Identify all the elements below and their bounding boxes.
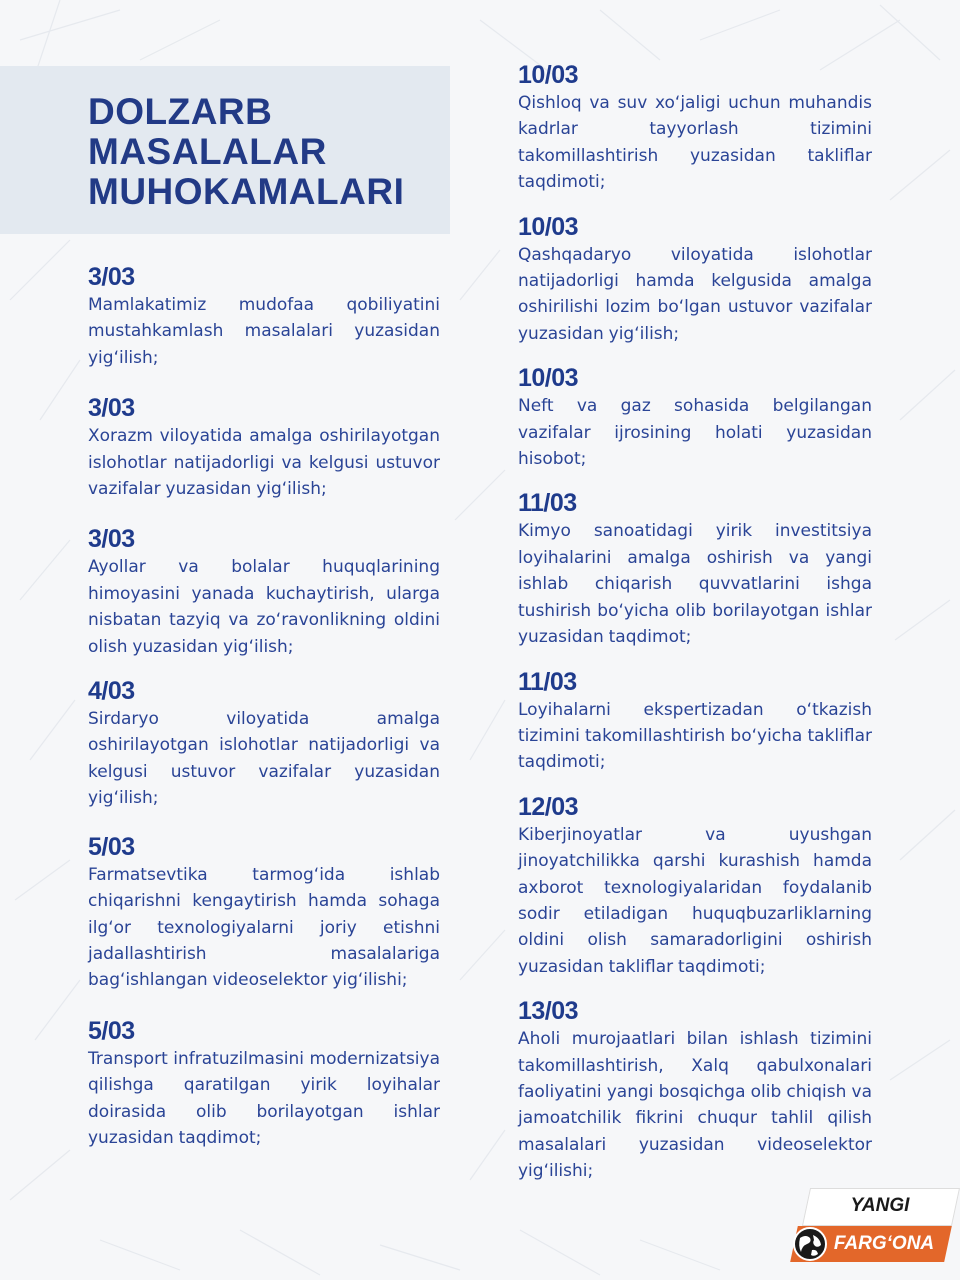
entry-text: Sirdaryo viloyatida amalga oshirilayotgan islohotlar natijadorligi va kelgusi ustuvor vazifalar yuzasidan yig‘ilish; bbox=[88, 709, 440, 809]
entry-date: 3/03 bbox=[88, 263, 135, 291]
entry-text: Mamlakatimiz mudofaa qobiliyatini mustahkamlash masalalari yuzasidan yig‘ilish; bbox=[88, 295, 440, 368]
entry-date: 3/03 bbox=[88, 394, 135, 423]
agenda-entry bbox=[518, 363, 872, 472]
agenda-entry bbox=[518, 488, 872, 650]
entry-date: 5/03 bbox=[88, 832, 135, 861]
yangi-fargona-logo bbox=[788, 1188, 954, 1266]
title-line-3: MUHOKAMALARI bbox=[88, 171, 405, 212]
entry-date: 10/03 bbox=[518, 212, 579, 241]
entry-date: 5/03 bbox=[88, 1016, 135, 1045]
agenda-entry bbox=[518, 792, 872, 980]
entry-text: Loyihalarni ekspertizadan o‘tkazish tizimini takomillashtirish bo‘yicha takliflar taqdimoti; bbox=[518, 699, 872, 773]
agenda-entry bbox=[88, 262, 440, 371]
right-column bbox=[518, 60, 872, 1185]
entry-date: 13/03 bbox=[518, 997, 579, 1026]
entry-text: Ayollar va bolalar huquqlarining himoyasini yanada kuchaytirish, ularga nisbatan tazyiq va zo‘ravonlikning oldini olish yuzasidan yig‘ilish; bbox=[88, 557, 440, 657]
agenda-entry bbox=[518, 996, 872, 1184]
agenda-entry bbox=[518, 212, 872, 348]
entry-date: 4/03 bbox=[88, 677, 135, 706]
entry-date: 12/03 bbox=[518, 792, 579, 821]
logo-bottom-text: FARG‘ONA bbox=[833, 1233, 935, 1254]
entry-text: Kimyo sanoatidagi yirik investitsiya loyihalarini amalga oshirish va yangi ishlab chiqarish quvvatlarini ishga tushirish bo‘yicha olib borilayotgan ishlar yuzasidan taqdimot; bbox=[518, 521, 872, 648]
agenda-entry bbox=[518, 667, 872, 776]
title-line-2: MASALALAR bbox=[88, 131, 327, 172]
agenda-entry bbox=[88, 393, 440, 502]
entry-date: 10/03 bbox=[518, 61, 579, 89]
globe-icon bbox=[792, 1226, 828, 1262]
entry-text: Neft va gaz sohasida belgilangan vazifalar ijrosining holati yuzasidan hisobot; bbox=[518, 396, 872, 470]
entry-date: 11/03 bbox=[518, 667, 577, 696]
entry-text: Kiberjinoyatlar va uyushgan jinoyatchilikka qarshi kurashish hamda axborot texnologiyalaridan foydalanib sodir etiladigan huquqbuzarliklarning oldini olish samaradorligini oshirish yuzasidan takliflar taqdimoti; bbox=[518, 824, 872, 977]
entry-text: Transport infratuzilmasini modernizatsiya qilishga qaratilgan yirik loyihalar doirasida olib borilayotgan ishlar yuzasidan taqdimot; bbox=[88, 1048, 440, 1148]
left-column bbox=[88, 262, 440, 1151]
agenda-entry bbox=[88, 524, 440, 660]
title-box bbox=[0, 66, 450, 234]
entry-text: Aholi murojaatlari bilan ishlash tizimini takomillashtirish, Xalq qabulxonalari faoliyatini yangi bosqichga olib chiqish va jamoatchilik fikrini chuqur tahlil qilish masalalari yuzasidan videoselektor yig‘ilishi; bbox=[518, 1029, 872, 1182]
entry-text: Qishloq va suv xo‘jaligi uchun muhandis kadrlar tayyorlash tizimini takomillashtirish yuzasidan takliflar taqdimoti; bbox=[518, 93, 872, 193]
agenda-entry bbox=[88, 676, 440, 812]
entry-text: Farmatsevtika tarmog‘ida ishlab chiqarishni kengaytirish hamda sohaga ilg‘or texnologiyalarni joriy etishni jadallashtirish masalalariga bag‘ishlangan videoselektor yig‘ilishi; bbox=[88, 864, 440, 991]
agenda-entry bbox=[88, 1016, 440, 1152]
entry-date: 11/03 bbox=[518, 489, 577, 518]
agenda-entry bbox=[518, 60, 872, 196]
entry-text: Xorazm viloyatida amalga oshirilayotgan islohotlar natijadorligi va kelgusi ustuvor vazifalar yuzasidan yig‘ilish; bbox=[88, 426, 440, 500]
entry-text: Qashqadaryo viloyatida islohotlar natijadorligi hamda kelgusida amalga oshirilishi lozim bo‘lgan ustuvor vazifalar yuzasidan yig‘ilish; bbox=[518, 244, 872, 344]
logo-top-text: YANGI bbox=[850, 1195, 910, 1216]
title-line-1: DOLZARB bbox=[88, 91, 273, 132]
page-title bbox=[88, 92, 404, 212]
agenda-entry bbox=[88, 832, 440, 994]
entry-date: 10/03 bbox=[518, 364, 579, 393]
entry-date: 3/03 bbox=[88, 525, 135, 554]
